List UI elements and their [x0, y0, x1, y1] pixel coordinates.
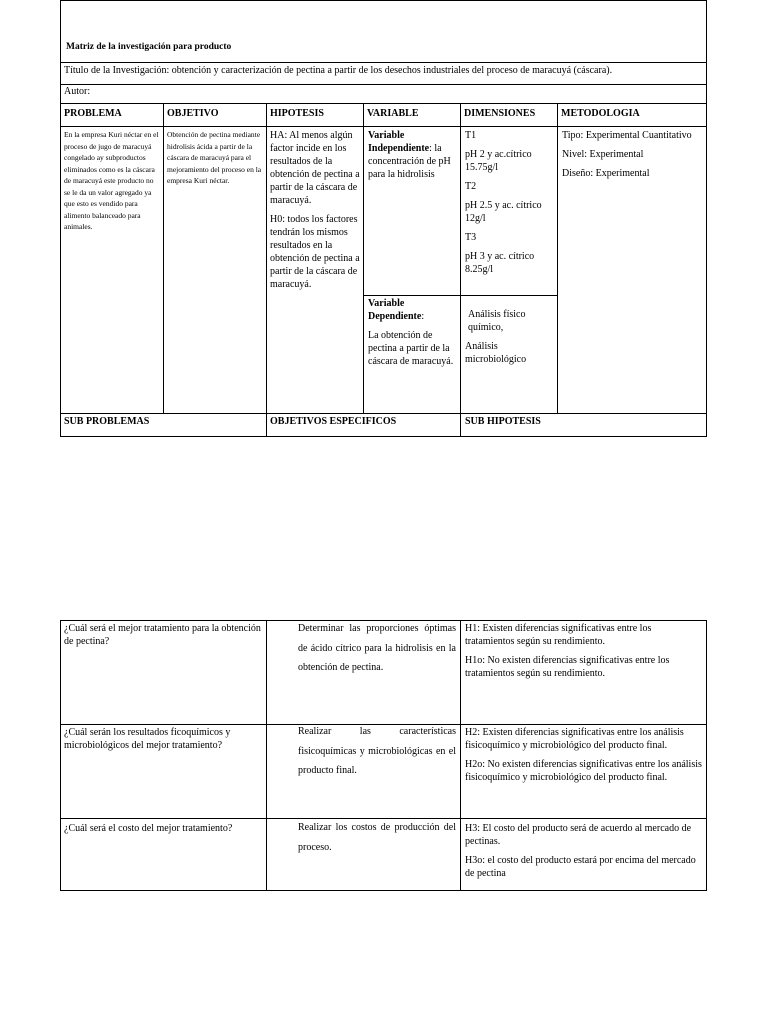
metodologia-diseno: Diseño: Experimental	[562, 168, 650, 179]
metodologia-cell	[562, 129, 702, 186]
null-hypothesis: H2o: No existen diferencias significativas entre los análisis fisicoquímico y microbiológico del producto final.	[465, 759, 702, 783]
sub-hypothesis	[465, 822, 703, 886]
header-hipotesis: HIPOTESIS	[270, 108, 324, 119]
var-indep-text: : la concentración de pH para la hidrolisis	[368, 143, 451, 180]
header-sub-problemas: SUB PROBLEMAS	[64, 416, 150, 427]
var-dep-colon: :	[421, 311, 425, 322]
divider	[163, 103, 164, 413]
variable-dependiente	[368, 297, 458, 368]
sub-hypothesis	[465, 622, 703, 686]
specific-objective: Realizar los costos de producción del proceso.	[298, 822, 456, 853]
hypothesis: H2: Existen diferencias significativas entre los análisis fisicoquímico y microbiológico del producto final.	[465, 727, 684, 751]
sub-problem: ¿Cuál será el mejor tratamiento para la obtención de pectina?	[64, 623, 261, 647]
divider	[266, 103, 267, 437]
divider	[460, 103, 461, 437]
divider	[60, 103, 707, 104]
dimensiones-independiente	[465, 129, 555, 282]
hypothesis: H3: El costo del producto será de acuerdo al mercado de pectinas.	[465, 823, 692, 847]
dim-t3: T3	[465, 232, 477, 243]
sub-problem: ¿Cuál será el costo del mejor tratamiento?	[64, 823, 233, 834]
sub-hypothesis	[465, 726, 703, 790]
dim-microbiologico: Análisis microbiológico	[465, 341, 527, 365]
divider	[60, 413, 707, 414]
header-metodologia: METODOLOGIA	[561, 108, 640, 119]
specific-objective: Determinar las proporciones óptimas de ácido cítrico para la hidrolisis en la obtención de pectina.	[298, 623, 456, 673]
header-dimensiones: DIMENSIONES	[464, 108, 536, 119]
dim-t2: T2	[465, 181, 477, 192]
divider	[60, 62, 707, 63]
hipotesis-h0: H0: todos los factores tendrán los mismos resultados en la obtención de pectina a partir de la cáscara de maracuyá.	[270, 214, 360, 290]
divider	[266, 620, 267, 891]
research-title: Título de la Investigación: obtención y caracterización de pectina a partir de los desechos industriales del proceso de maracuyá (cáscara).	[64, 65, 613, 76]
dim-t1: T1	[465, 130, 477, 141]
hypothesis: H1: Existen diferencias significativas entre los tratamientos según su rendimiento.	[465, 623, 652, 647]
matrix-title: Matriz de la investigación para producto	[66, 42, 232, 52]
divider	[60, 126, 707, 127]
variable-independiente	[368, 129, 458, 181]
dim-t1-value: pH 2 y ac.cítrico 15.75g/l	[465, 149, 532, 173]
dim-t3-value: pH 3 y ac. cítrico 8.25g/l	[465, 251, 535, 275]
hipotesis-ha: HA: Al menos algún factor incide en los resultados de la obtención de pectina a partir de la cáscara de maracuyá.	[270, 130, 360, 206]
author-label: Autor:	[64, 86, 91, 97]
header-sub-hipotesis: SUB HIPOTESIS	[465, 416, 541, 427]
divider	[363, 103, 364, 413]
divider	[557, 103, 558, 413]
hipotesis-cell	[270, 129, 361, 297]
null-hypothesis: H3o: el costo del producto estará por encima del mercado de pectina	[465, 855, 696, 879]
dim-fisicoquimico: Análisis físico químico,	[468, 309, 526, 333]
divider	[460, 620, 461, 891]
header-objetivos-especificos: OBJETIVOS ESPECIFICOS	[270, 416, 397, 427]
objetivo-text: Obtención de pectina mediante hidrolisis ácida a partir de la cáscara de maracuyá para el mejoramiento del proceso en la empresa Kuri néctar.	[167, 130, 262, 185]
sub-problem: ¿Cuál serán los resultados ficoquímicos y microbiológicos del mejor tratamiento?	[64, 727, 231, 751]
var-dep-text: La obtención de pectina a partir de la cáscara de maracuyá.	[368, 330, 454, 367]
header-objetivo: OBJETIVO	[167, 108, 219, 119]
dim-t2-value: pH 2.5 y ac. cítrico 12g/l	[465, 200, 542, 224]
metodologia-nivel: Nivel: Experimental	[562, 149, 644, 160]
dimensiones-dependiente	[465, 308, 555, 372]
header-variable: VARIABLE	[367, 108, 419, 119]
metodologia-tipo: Tipo: Experimental Cuantitativo	[562, 130, 692, 141]
null-hypothesis: H1o: No existen diferencias significativas entre los tratamientos según su rendimiento.	[465, 655, 670, 679]
var-dep-label: Variable Dependiente	[368, 298, 422, 322]
specific-objective: Realizar las características fisicoquímicas y microbiológicas en el producto final.	[298, 726, 456, 776]
var-indep-label: Variable Independiente	[368, 130, 430, 154]
header-problema: PROBLEMA	[64, 108, 122, 119]
problema-text: En la empresa Kuri néctar en el proceso de jugo de maracuyá congelado ay subproductos eliminados como es la cáscara de maracuyá este producto no se le da un valor agregado ya que esto es vendido para alimento balanceado para animales.	[64, 130, 159, 231]
